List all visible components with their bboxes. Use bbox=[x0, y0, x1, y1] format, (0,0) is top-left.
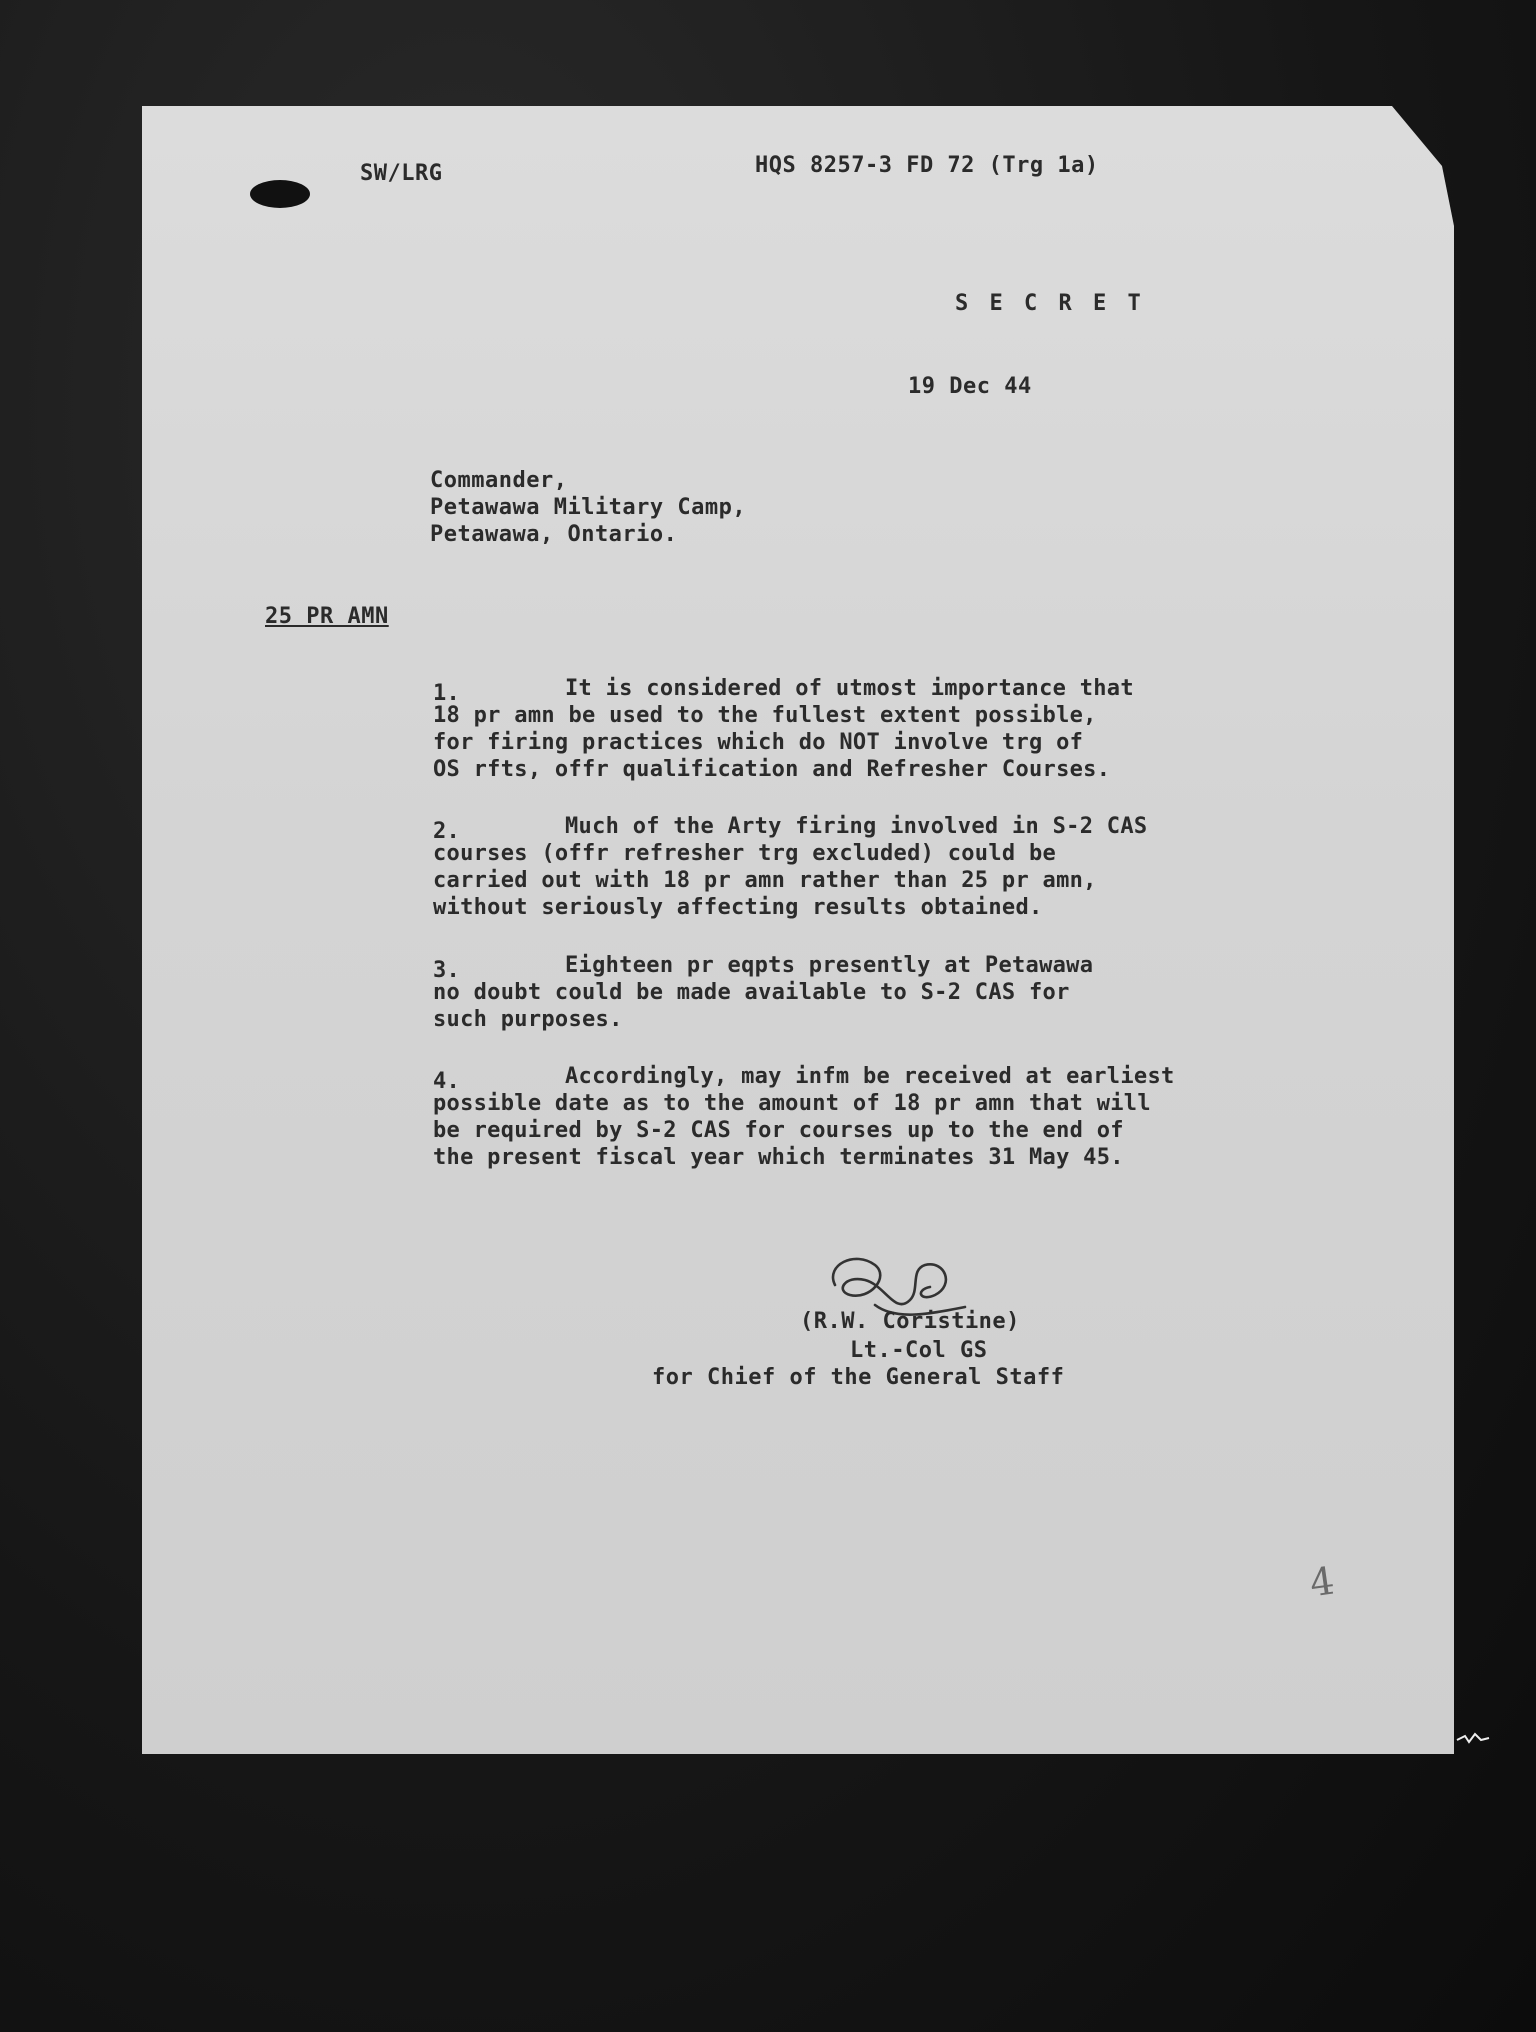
addressee-line-1: Commander, bbox=[430, 468, 568, 493]
handwritten-page-mark: 4 bbox=[1307, 1558, 1338, 1606]
paragraph-number: 2. bbox=[433, 819, 461, 844]
signatory-authority: for Chief of the General Staff bbox=[652, 1365, 1065, 1390]
header-initials: SW/LRG bbox=[360, 161, 443, 186]
paragraph-line: It is considered of utmost importance that bbox=[565, 676, 1134, 701]
paragraph-line: OS rfts, offr qualification and Refresher Courses. bbox=[433, 757, 1111, 782]
paragraph-line: 18 pr amn be used to the fullest extent possible, bbox=[433, 703, 1097, 728]
paragraph-number: 1. bbox=[433, 681, 461, 706]
paragraph-line: carried out with 18 pr amn rather than 25 pr amn, bbox=[433, 868, 1097, 893]
header-date: 19 Dec 44 bbox=[908, 374, 1032, 399]
paragraph-line: possible date as to the amount of 18 pr amn that will bbox=[433, 1091, 1151, 1116]
paragraph-line: such purposes. bbox=[433, 1007, 623, 1032]
paragraph-line: Accordingly, may infm be received at earliest bbox=[565, 1064, 1175, 1089]
signatory-name: (R.W. Coristine) bbox=[800, 1309, 1020, 1334]
paragraph-number: 3. bbox=[433, 958, 461, 983]
signatory-rank: Lt.-Col GS bbox=[850, 1338, 988, 1363]
paragraph-line: the present fiscal year which terminates 31 May 45. bbox=[433, 1145, 1124, 1170]
paragraph-number: 4. bbox=[433, 1069, 461, 1094]
header-file-reference: HQS 8257-3 FD 72 (Trg 1a) bbox=[755, 153, 1099, 178]
header-classification: S E C R E T bbox=[955, 291, 1145, 316]
addressee-line-3: Petawawa, Ontario. bbox=[430, 522, 678, 547]
addressee-line-2: Petawawa Military Camp, bbox=[430, 495, 747, 520]
paragraph-line: no doubt could be made available to S-2 CAS for bbox=[433, 980, 1070, 1005]
ink-blot bbox=[250, 180, 310, 208]
paragraph-line: for firing practices which do NOT involve trg of bbox=[433, 730, 1084, 755]
document-page bbox=[142, 106, 1454, 1754]
paragraph-line: Eighteen pr eqpts presently at Petawawa bbox=[565, 953, 1094, 978]
paragraph-line: Much of the Arty firing involved in S-2 CAS bbox=[565, 814, 1148, 839]
subject-heading: 25 PR AMN bbox=[265, 604, 389, 629]
paragraph-line: without seriously affecting results obtained. bbox=[433, 895, 1043, 920]
paragraph-line: be required by S-2 CAS for courses up to the end of bbox=[433, 1118, 1124, 1143]
scan-artifact bbox=[1455, 1730, 1495, 1750]
paragraph-line: courses (offr refresher trg excluded) could be bbox=[433, 841, 1057, 866]
